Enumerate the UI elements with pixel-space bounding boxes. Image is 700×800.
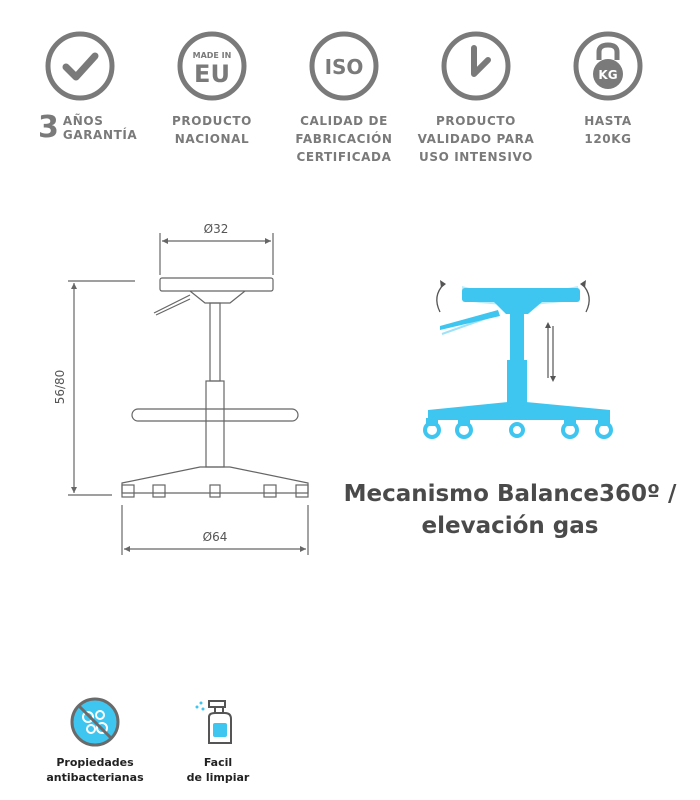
svg-text:EU: EU: [194, 60, 230, 88]
iso-icon: [308, 30, 380, 102]
iso-line2: FABRICACIÓN: [295, 132, 393, 146]
svg-text:KG: KG: [598, 68, 618, 82]
badge-peso: [548, 30, 668, 148]
garantia-line1: AÑOS: [62, 114, 104, 128]
peso-line2: 120KG: [584, 132, 632, 146]
validado-line1: PRODUCTO: [436, 114, 516, 128]
antibacterial-icon: [68, 695, 122, 749]
garantia-number: 3: [38, 110, 59, 145]
antibacterial-line1: Propiedades: [56, 756, 134, 769]
garantia-label: [38, 110, 138, 145]
clock-icon: [440, 30, 512, 102]
easy-clean-line2: de limpiar: [186, 771, 250, 784]
easy-clean-line1: Facil: [203, 756, 233, 769]
seat-diameter-label: Ø32: [203, 222, 229, 236]
iso-line3: CERTIFICADA: [296, 150, 392, 164]
mechanism-title-line2: elevación gas: [421, 513, 599, 539]
spray-bottle-icon: [191, 695, 245, 749]
feature-antibacterial: [40, 695, 150, 785]
iso-line1: CALIDAD DE: [300, 114, 388, 128]
badges-row: [0, 0, 700, 180]
made-in-eu-icon: [176, 30, 248, 102]
peso-line1: HASTA: [584, 114, 632, 128]
badge-validado: [416, 30, 536, 166]
validado-line2: VALIDADO PARA: [417, 132, 535, 146]
height-label: 56/80: [53, 369, 67, 405]
stool-dimension-drawing: [50, 215, 330, 565]
balance-mechanism-illustration: [410, 270, 630, 450]
kettlebell-icon: [572, 30, 644, 102]
svg-text:MADE IN: MADE IN: [192, 51, 232, 60]
svg-text:ISO: ISO: [324, 55, 364, 79]
validado-line3: USO INTENSIVO: [419, 150, 533, 164]
mechanism-title: [340, 478, 680, 542]
garantia-line2: GARANTÍA: [62, 128, 138, 142]
badge-garantia: [20, 30, 140, 102]
nacional-line1: PRODUCTO: [172, 114, 252, 128]
mechanism-title-line1: Mecanismo Balance360º /: [343, 481, 677, 507]
badge-nacional: [152, 30, 272, 148]
antibacterial-line2: antibacterianas: [46, 771, 144, 784]
base-diameter-label: Ø64: [202, 530, 228, 544]
checkmark-icon: [44, 30, 116, 102]
badge-iso: [284, 30, 404, 166]
nacional-line2: NACIONAL: [174, 132, 250, 146]
feature-easy-clean: [163, 695, 273, 785]
